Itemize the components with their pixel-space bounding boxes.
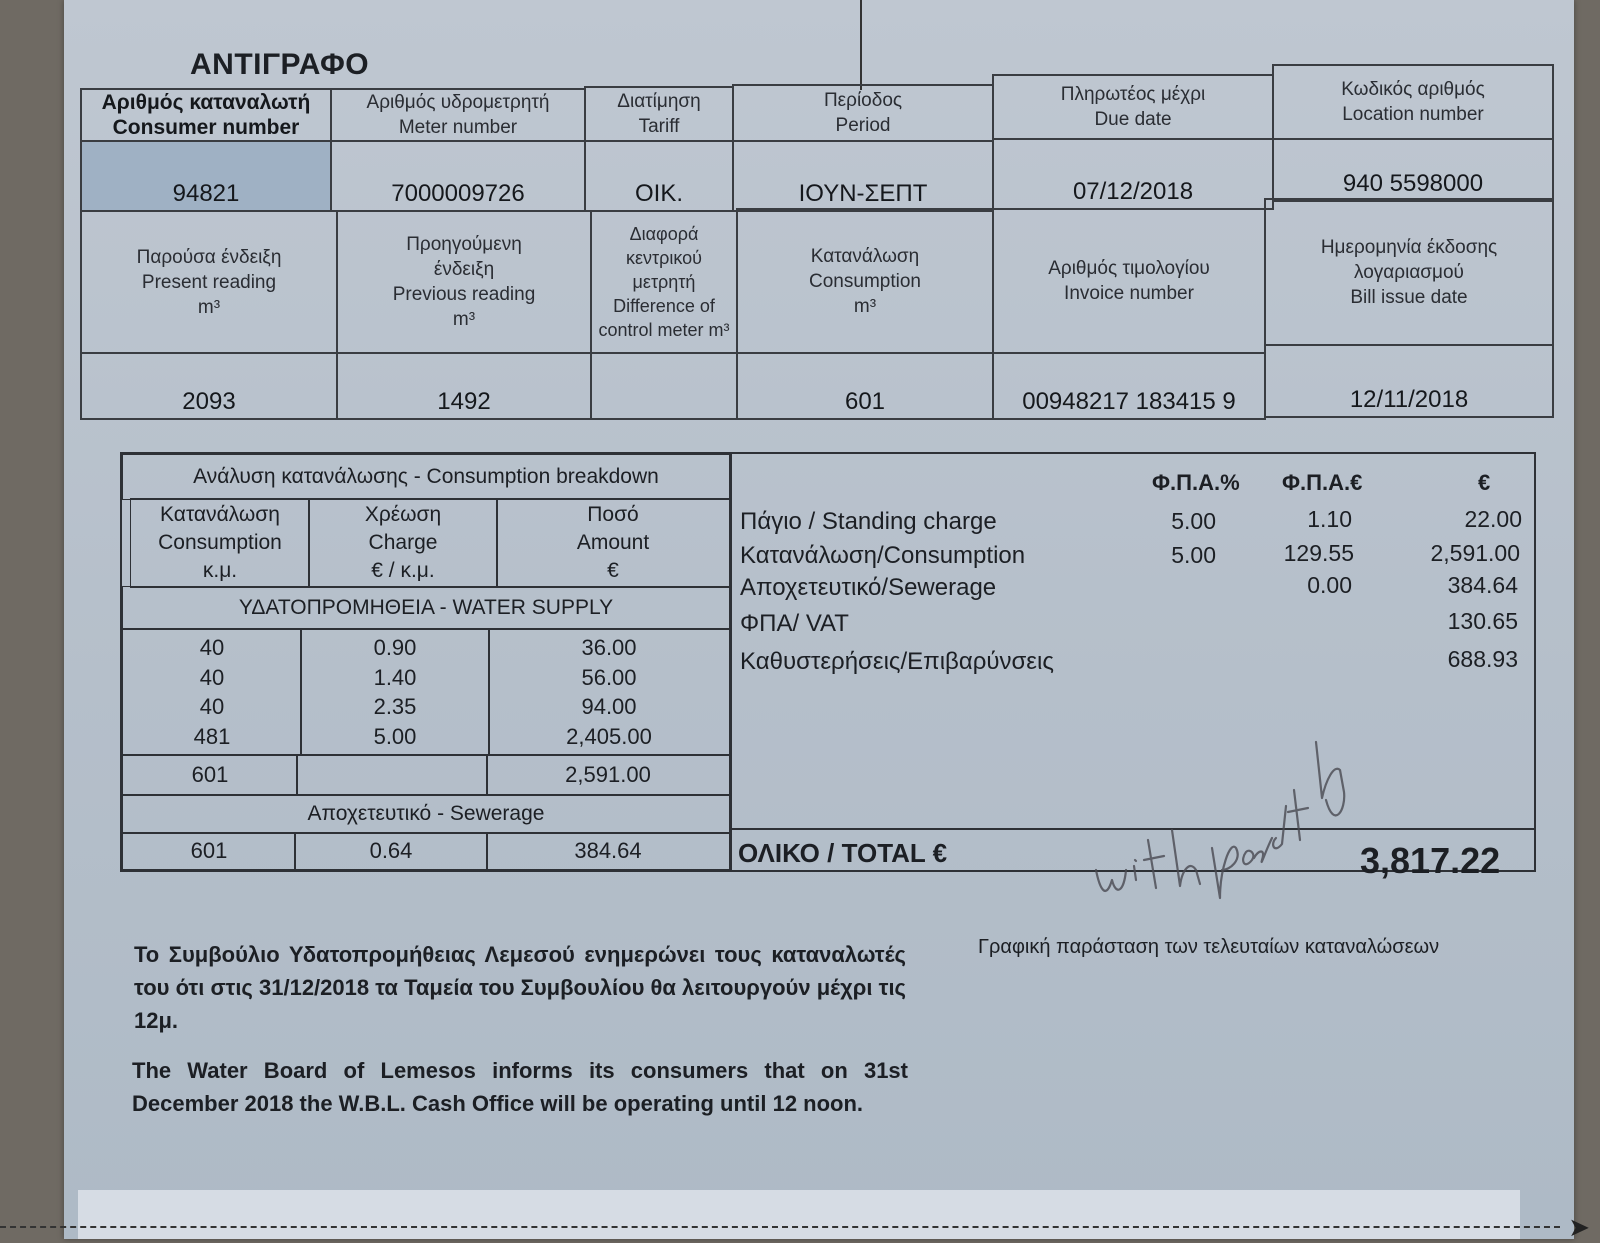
unit: κ.μ. — [202, 559, 238, 582]
sewerage-rate: 0.64 — [294, 832, 488, 870]
label-gr: Αριθμός τιμολογίου — [1048, 258, 1210, 279]
due-date-label — [992, 74, 1274, 140]
tear-line — [0, 1226, 1560, 1228]
label-en: Bill issue date — [1350, 286, 1468, 308]
water-amount-column — [488, 628, 730, 756]
top-divider — [860, 0, 862, 90]
vat-percent-header: Φ.Π.Α.% — [1152, 470, 1240, 495]
bill-issue-date-value: 12/11/2018 — [1264, 344, 1554, 418]
sewerage-eur: 384.64 — [1447, 572, 1518, 598]
difference-control-meter-value — [590, 352, 738, 420]
sewerage-amount: 384.64 — [486, 832, 730, 870]
scissors-arrow-icon: ➤ — [1568, 1212, 1590, 1242]
previous-reading-label — [336, 210, 592, 354]
arrears-surcharges-label: Καθυστερήσεις/Επιβαρύνσεις — [740, 648, 1054, 675]
col-charge-header — [308, 498, 498, 588]
label-en: Due date — [1094, 109, 1172, 130]
table-cell: 94.00 — [581, 694, 637, 719]
label-en: Tariff — [638, 116, 680, 137]
previous-reading-value: 1492 — [336, 352, 592, 420]
label-gr: Ποσό — [587, 503, 639, 526]
meter-number-value: 7000009726 — [330, 140, 586, 212]
standing-charge-label: Πάγιο / Standing charge — [740, 508, 997, 535]
water-total-qty: 601 — [122, 754, 298, 796]
label-en: Location number — [1342, 104, 1484, 125]
table-cell: 56.00 — [581, 664, 637, 690]
unit: m³ — [452, 309, 476, 330]
label-gr: Κωδικός αριθμός — [1341, 79, 1485, 100]
present-reading-label — [80, 210, 338, 354]
label-gr: Διαφορά — [629, 224, 699, 244]
euro-header: € — [1478, 470, 1491, 495]
water-supply-title: ΥΔΑΤΟΠΡΟΜΗΘΕΙΑ - WATER SUPPLY — [122, 586, 730, 630]
location-number-value: 940 5598000 — [1272, 138, 1554, 202]
label-gr: Παρούσα ένδειξη — [136, 246, 282, 268]
label-gr: Ημερομηνία έκδοσης — [1320, 236, 1498, 258]
notice-english: The Water Board of Lemesos informs its consumers that on 31st December 2018 the W.B.L. Cash Office will be operating until 12 noon. — [132, 1058, 908, 1116]
consumer-number-value: 94821 — [80, 140, 332, 212]
copy-title: ΑΝΤΙΓΡΑΦΟ — [190, 48, 370, 81]
consumption-graph-caption: Γραφική παράσταση των τελευταίων καταναλώσεων — [978, 936, 1440, 958]
breakdown-title: Ανάλυση κατανάλωσης - Consumption breakdown — [122, 454, 730, 500]
col-amount-header — [496, 498, 730, 588]
consumption-vat-eur: 129.55 — [1283, 540, 1354, 566]
standing-eur: 22.00 — [1464, 506, 1522, 532]
label-gr: Κατανάλωση — [160, 503, 280, 526]
meter-number-label — [330, 88, 586, 142]
label-gr: Κατανάλωση — [810, 245, 920, 267]
table-cell: 481 — [193, 723, 231, 749]
label-gr: Αριθμός καταναλωτή — [101, 91, 311, 114]
label-en: Meter number — [398, 117, 518, 138]
label-gr: Διατίμηση — [617, 91, 701, 112]
consumption-value: 601 — [736, 352, 994, 420]
consumer-number-label — [80, 88, 332, 142]
water-total-amount: 2,591.00 — [486, 754, 730, 796]
col-consumption-header — [130, 498, 310, 588]
tariff-label — [584, 86, 734, 142]
label-gr: Προηγούμενη — [406, 234, 522, 255]
label-en: control meter m³ — [598, 320, 730, 340]
table-cell: 0.90 — [373, 635, 417, 660]
unit: € — [607, 559, 619, 582]
label-gr: Πληρωτέος μέχρι — [1060, 84, 1206, 105]
consumption-charge-label: Κατανάλωση/Consumption — [740, 542, 1026, 569]
label-gr: ένδειξη — [433, 259, 495, 280]
label-en: Charge — [368, 531, 438, 554]
table-cell: 2,405.00 — [566, 723, 652, 749]
label-gr: μετρητή — [632, 272, 696, 292]
vat-eur: 130.65 — [1447, 608, 1518, 634]
due-date-value: 07/12/2018 — [992, 138, 1274, 210]
notice-greek: Το Συμβούλιο Υδατοπρομήθειας Λεμεσού ενημερώνει τους καταναλωτές του ότι στις 31/12/2018 τα Ταμεία του Συμβουλίου θα λειτουργούν μέχρι τις 12μ. — [134, 942, 906, 1033]
period-label — [732, 84, 994, 142]
invoice-number-value: 00948217 183415 9 — [992, 352, 1266, 420]
label-en: Invoice number — [1064, 283, 1194, 304]
bill-issue-date-label — [1264, 198, 1554, 346]
vat-euro-header: Φ.Π.Α.€ — [1282, 470, 1363, 495]
table-cell: 2.35 — [373, 694, 417, 719]
table-cell: 1.40 — [373, 664, 417, 690]
table-cell: 5.00 — [373, 723, 417, 749]
water-qty-column — [122, 628, 302, 756]
consumption-eur: 2,591.00 — [1430, 540, 1520, 566]
sewerage-title: Αποχετευτικό - Sewerage — [122, 794, 730, 834]
vat-label: ΦΠΑ/ VAT — [740, 610, 849, 637]
consumption-label — [736, 208, 994, 354]
label-gr: Περίοδος — [823, 90, 903, 111]
water-rate-column — [300, 628, 490, 756]
standing-vat-eur: 1.10 — [1307, 506, 1352, 532]
present-reading-value: 2093 — [80, 352, 338, 420]
sewerage-charge-label: Αποχετευτικό/Sewerage — [740, 574, 997, 601]
period-value: ΙΟΥΝ-ΣΕΠΤ — [732, 140, 994, 212]
label-en: Period — [835, 115, 891, 136]
label-en: Consumer number — [112, 116, 300, 139]
table-cell: 36.00 — [581, 635, 637, 660]
consumption-breakdown-table — [120, 452, 732, 872]
sewerage-vat-eur: 0.00 — [1307, 572, 1352, 598]
label-en: Difference of — [613, 296, 715, 316]
table-cell: 40 — [199, 694, 225, 719]
label-en: Present reading — [141, 271, 277, 293]
label-en: Previous reading — [392, 284, 536, 305]
difference-control-meter-label — [590, 210, 738, 354]
label-gr: λογαριασμού — [1354, 261, 1464, 283]
total-value: 3,817.22 — [1360, 840, 1501, 881]
arrears-surcharges-eur: 688.93 — [1447, 646, 1518, 672]
total-label: ΟΛΙΚΟ / TOTAL € — [738, 838, 948, 868]
standing-vat-pct: 5.00 — [1171, 508, 1216, 534]
table-cell: 40 — [199, 635, 225, 660]
label-gr: κεντρικού — [625, 248, 702, 268]
tear-strip — [78, 1190, 1520, 1239]
label-gr: Αριθμός υδρομετρητή — [366, 92, 550, 113]
water-total-rate — [296, 754, 488, 796]
label-en: Amount — [576, 531, 650, 554]
tariff-value: ΟΙΚ. — [584, 140, 734, 212]
consumption-vat-pct: 5.00 — [1171, 542, 1216, 568]
invoice-number-label — [992, 208, 1266, 354]
sewerage-qty: 601 — [122, 832, 296, 870]
label-en: Consumption — [158, 531, 282, 554]
label-en: Consumption — [809, 270, 921, 292]
unit: € / κ.μ. — [371, 559, 435, 582]
location-number-label — [1272, 64, 1554, 140]
table-cell: 40 — [199, 664, 225, 690]
unit: m³ — [853, 295, 877, 317]
label-gr: Χρέωση — [364, 503, 442, 526]
unit: m³ — [197, 296, 221, 318]
handwritten-note — [1090, 720, 1370, 920]
